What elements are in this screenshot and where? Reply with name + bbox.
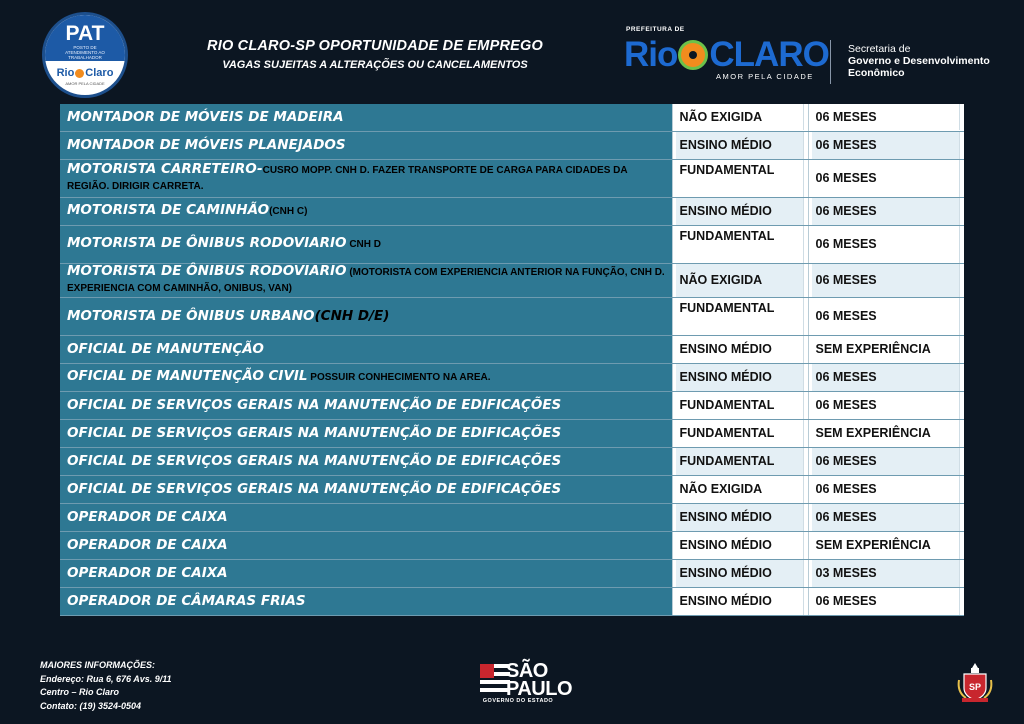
experience-value: 06 MESES	[812, 588, 961, 615]
experience-cell	[808, 263, 964, 297]
experience-cell	[808, 447, 964, 475]
prefeitura-label: PREFEITURA DE	[626, 26, 685, 33]
education-cell	[672, 587, 808, 615]
table-row	[60, 391, 964, 419]
sao-paulo-logo-line1: SÃO	[506, 660, 548, 682]
education-value: FUNDAMENTAL	[676, 298, 804, 335]
secretaria-label	[848, 43, 990, 79]
education-value: ENSINO MÉDIO	[676, 504, 804, 531]
education-cell	[672, 531, 808, 559]
education-value: NÃO EXIGIDA	[676, 104, 804, 130]
job-table	[60, 104, 964, 616]
education-value: ENSINO MÉDIO	[676, 560, 804, 587]
experience-value: 06 MESES	[812, 504, 961, 531]
contact-heading: MAIORES INFORMAÇÕES:	[40, 660, 156, 670]
job-title: OPERADOR DE CAIXA	[67, 536, 228, 553]
education-value: ENSINO MÉDIO	[676, 336, 804, 363]
education-cell	[672, 447, 808, 475]
experience-value: SEM EXPERIÊNCIA	[812, 420, 961, 447]
contact-info	[40, 659, 172, 713]
education-cell	[672, 419, 808, 447]
job-title: MOTORISTA DE ÔNIBUS URBANO	[67, 307, 315, 324]
education-value: ENSINO MÉDIO	[676, 364, 804, 391]
job-note: (MOTORISTA COM EXPERIENCIA ANTERIOR NA FUNÇÃO, CNH D. EXPERIENCIA COM CAMINHÃO, ONIBUS, VAN)	[67, 267, 665, 294]
job-title: OPERADOR DE CAIXA	[67, 564, 228, 581]
sao-paulo-logo	[478, 660, 573, 706]
pat-logo-city-b: Claro	[85, 67, 114, 79]
experience-value: 03 MESES	[812, 560, 961, 587]
job-title: MOTORISTA DE ÔNIBUS RODOVIARIO	[67, 235, 347, 251]
education-cell	[672, 104, 808, 131]
experience-cell	[808, 559, 964, 587]
experience-cell	[808, 159, 964, 197]
header-divider	[830, 40, 831, 84]
education-cell	[672, 159, 808, 197]
table-row	[60, 197, 964, 225]
table-row	[60, 419, 964, 447]
experience-cell	[808, 419, 964, 447]
job-title-cell	[60, 335, 672, 363]
sao-paulo-logo-gov: GOVERNO DO ESTADO	[482, 698, 554, 704]
coat-of-arms-icon	[956, 662, 994, 704]
table-row	[60, 475, 964, 503]
experience-cell	[808, 531, 964, 559]
education-cell	[672, 131, 808, 159]
job-title: OFICIAL DE SERVIÇOS GERAIS NA MANUTENÇÃO DE EDIFICAÇÕES	[67, 424, 562, 441]
prefeitura-name	[624, 36, 829, 74]
education-value: NÃO EXIGIDA	[676, 476, 804, 503]
experience-value: 06 MESES	[812, 364, 961, 391]
experience-cell	[808, 391, 964, 419]
secretaria-line3: Econômico	[848, 67, 905, 79]
experience-cell	[808, 225, 964, 263]
contact-phone: Contato: (19) 3524-0504	[40, 700, 142, 711]
job-title-cell	[60, 587, 672, 615]
education-value: ENSINO MÉDIO	[676, 132, 804, 159]
education-cell	[672, 263, 808, 297]
job-title-cell	[60, 363, 672, 391]
job-title: OFICIAL DE MANUTENÇÃO CIVIL	[67, 368, 308, 384]
job-title-cell	[60, 104, 672, 131]
prefeitura-logo	[624, 26, 829, 84]
education-value: FUNDAMENTAL	[676, 420, 804, 447]
job-title-cell	[60, 559, 672, 587]
experience-value: 06 MESES	[812, 226, 961, 263]
education-cell	[672, 503, 808, 531]
sao-paulo-logo-text	[506, 662, 572, 698]
experience-cell	[808, 363, 964, 391]
table-row	[60, 559, 964, 587]
experience-cell	[808, 475, 964, 503]
experience-value: 06 MESES	[812, 298, 961, 335]
job-title: OPERADOR DE CÂMARAS FRIAS	[67, 592, 306, 609]
sao-paulo-logo-line2: PAULO	[506, 678, 573, 700]
experience-cell	[808, 335, 964, 363]
job-title-cell	[60, 419, 672, 447]
contact-address: Endereço: Rua 6, 676 Avs. 9/11	[40, 673, 172, 684]
table-row	[60, 363, 964, 391]
table-row	[60, 225, 964, 263]
coat-of-arms-text: SP	[968, 682, 982, 692]
job-title: MOTORISTA CARRETEIRO-	[67, 161, 263, 177]
job-note: (CNH D/E)	[314, 307, 390, 324]
job-table-body	[60, 104, 964, 615]
experience-value: 06 MESES	[812, 198, 961, 225]
education-cell	[672, 391, 808, 419]
table-row	[60, 447, 964, 475]
experience-value: 06 MESES	[812, 264, 961, 297]
education-cell	[672, 363, 808, 391]
table-row	[60, 104, 964, 131]
job-title: OFICIAL DE SERVIÇOS GERAIS NA MANUTENÇÃO DE EDIFICAÇÕES	[67, 452, 562, 469]
experience-cell	[808, 197, 964, 225]
table-row	[60, 503, 964, 531]
pat-logo-city	[45, 67, 125, 79]
experience-cell	[808, 587, 964, 615]
table-row	[60, 335, 964, 363]
education-cell	[672, 297, 808, 335]
education-cell	[672, 197, 808, 225]
location-pin-icon	[678, 40, 708, 70]
education-cell	[672, 475, 808, 503]
experience-cell	[808, 503, 964, 531]
experience-value: 06 MESES	[812, 104, 961, 130]
experience-cell	[808, 131, 964, 159]
job-title: OFICIAL DE SERVIÇOS GERAIS NA MANUTENÇÃO DE EDIFICAÇÕES	[67, 396, 562, 413]
experience-cell	[808, 297, 964, 335]
contact-district: Centro – Rio Claro	[40, 687, 120, 697]
prefeitura-slogan: AMOR PELA CIDADE	[716, 72, 814, 81]
experience-value: 06 MESES	[812, 392, 961, 419]
education-value: FUNDAMENTAL	[676, 160, 804, 197]
experience-value: 06 MESES	[812, 132, 961, 159]
experience-value: SEM EXPERIÊNCIA	[812, 336, 961, 363]
table-row	[60, 263, 964, 297]
table-row	[60, 531, 964, 559]
education-cell	[672, 559, 808, 587]
job-title: MONTADOR DE MÓVEIS DE MADEIRA	[67, 108, 344, 125]
page-subtitle: VAGAS SUJEITAS A ALTERAÇÕES OU CANCELAMENTOS	[222, 59, 528, 71]
job-title-cell	[60, 225, 672, 263]
education-value: ENSINO MÉDIO	[676, 588, 804, 615]
experience-cell	[808, 104, 964, 131]
job-title-cell	[60, 197, 672, 225]
location-pin-icon	[75, 69, 84, 78]
education-value: FUNDAMENTAL	[676, 226, 804, 263]
job-title-cell	[60, 503, 672, 531]
job-note: CNH D	[346, 239, 381, 250]
job-title-cell	[60, 159, 672, 197]
pat-logo-city-sub: AMOR PELA CIDADE	[65, 81, 105, 86]
job-title-cell	[60, 263, 672, 297]
pat-logo-sub: POSTO DE ATENDIMENTO AO TRABALHADOR	[65, 45, 105, 60]
job-title-cell	[60, 391, 672, 419]
job-note: (CNH C)	[269, 206, 308, 217]
education-value: FUNDAMENTAL	[676, 448, 804, 475]
prefeitura-name-b: CLARO	[709, 35, 829, 74]
education-value: FUNDAMENTAL	[676, 392, 804, 419]
secretaria-line1: Secretaria de	[848, 43, 911, 55]
job-title: MOTORISTA DE CAMINHÃO	[67, 202, 270, 218]
job-title: MONTADOR DE MÓVEIS PLANEJADOS	[67, 136, 346, 153]
job-title: OFICIAL DE SERVIÇOS GERAIS NA MANUTENÇÃO DE EDIFICAÇÕES	[67, 480, 562, 497]
table-row	[60, 159, 964, 197]
table-row	[60, 587, 964, 615]
job-title-cell	[60, 297, 672, 335]
education-value: ENSINO MÉDIO	[676, 198, 804, 225]
education-cell	[672, 335, 808, 363]
job-title-cell	[60, 131, 672, 159]
experience-value: 06 MESES	[812, 476, 961, 503]
job-note: CUSRO MOPP. CNH D. FAZER TRANSPORTE DE CARGA PARA CIDADES DA REGIÃO. DIRIGIR CARRETA.	[67, 165, 628, 192]
table-row	[60, 297, 964, 335]
table-row	[60, 131, 964, 159]
secretaria-line2: Governo e Desenvolvimento	[848, 55, 990, 67]
pat-logo-word: PAT	[65, 22, 105, 45]
job-note: POSSUIR CONHECIMENTO NA AREA.	[307, 372, 491, 383]
education-cell	[672, 225, 808, 263]
experience-value: 06 MESES	[812, 448, 961, 475]
job-title-cell	[60, 475, 672, 503]
education-value: ENSINO MÉDIO	[676, 532, 804, 559]
pat-logo-city-a: Rio	[56, 67, 75, 79]
job-title: OFICIAL DE MANUTENÇÃO	[67, 340, 264, 357]
experience-value: SEM EXPERIÊNCIA	[812, 532, 961, 559]
experience-value: 06 MESES	[812, 160, 961, 197]
education-value: NÃO EXIGIDA	[676, 264, 804, 297]
job-title: OPERADOR DE CAIXA	[67, 508, 228, 525]
prefeitura-name-a: Rio	[624, 35, 678, 74]
job-title-cell	[60, 531, 672, 559]
page-title: RIO CLARO-SP OPORTUNIDADE DE EMPREGO	[207, 38, 543, 54]
job-title: MOTORISTA DE ÔNIBUS RODOVIARIO	[67, 263, 347, 279]
pat-logo	[42, 12, 128, 98]
job-title-cell	[60, 447, 672, 475]
